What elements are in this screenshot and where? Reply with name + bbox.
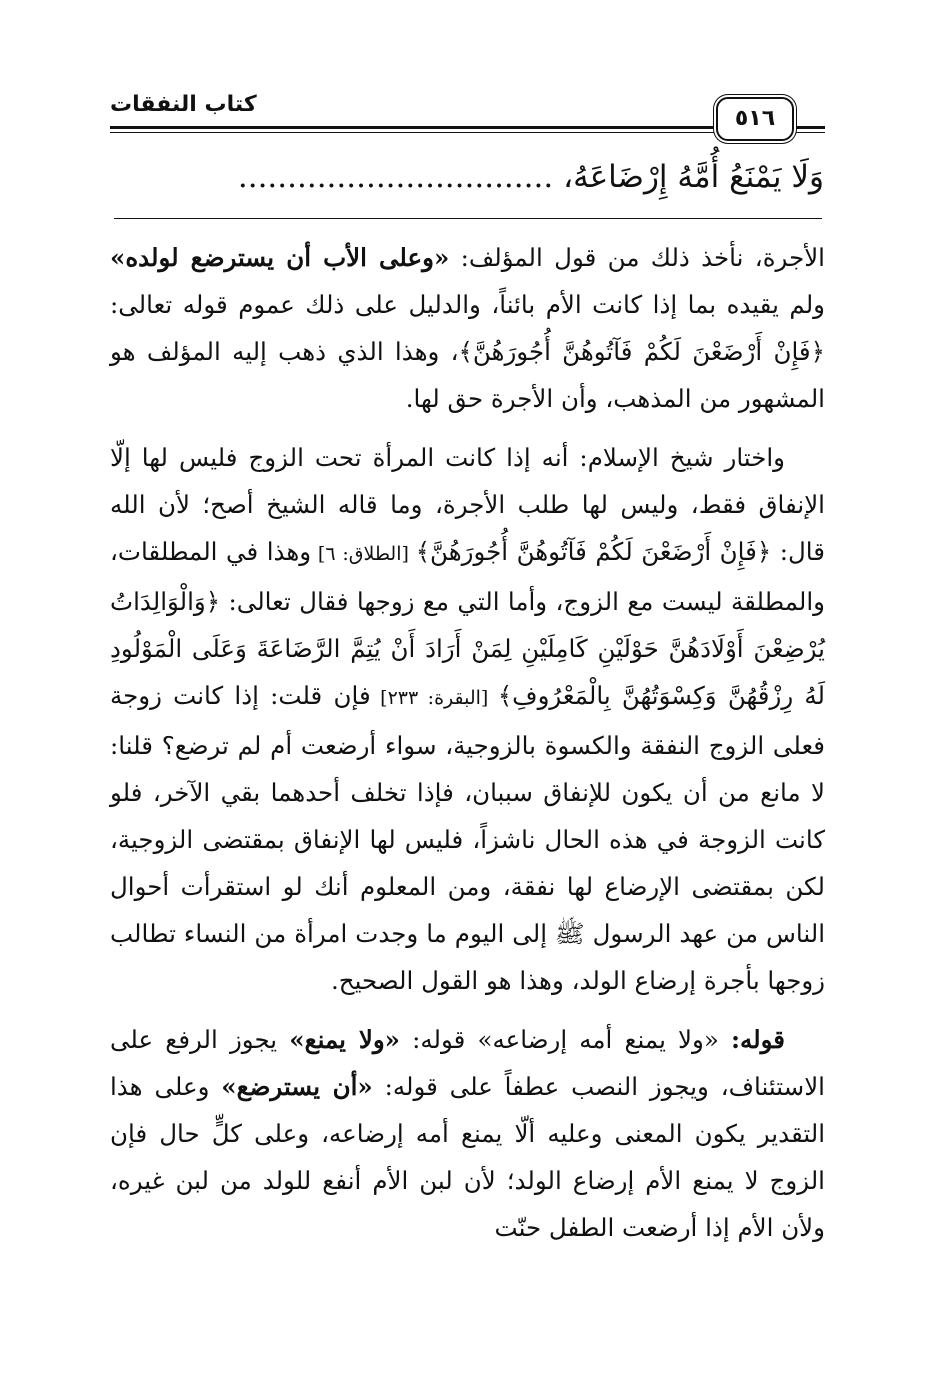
p3-quote-3: «أن يسترضع» xyxy=(221,1072,373,1101)
p3-text-3: وعلى هذا التقدير يكون المعنى وعليه ألّا يمنع أمه إرضاعه، وعلى كلٍّ حال فإن الزوج لا يمنع الأم إرضاع الولد؛ لأن لبن الأم أنفع للولد من لبن غيره، ولأن الأم إذا أرضعت الطفل حنّت xyxy=(110,1072,825,1242)
p1-ayah-1: ﴿فَإِنْ أَرْضَعْنَ لَكُمْ فَآتُوهُنَّ أُجُورَهُنَّ﴾ xyxy=(458,337,825,366)
paragraph-1 xyxy=(110,234,825,422)
running-header xyxy=(110,80,825,146)
p1-quote-1: «وعلى الأب أن يسترضع لولده» xyxy=(110,243,450,272)
p2-ref-2: [البقرة: ٢٣٣] xyxy=(370,687,498,709)
p2-text-2: وهذا في المطلقات، والمطلقة ليست مع الزوج، وأما التي مع زوجها فقال تعالى: xyxy=(110,537,825,616)
p3-text-1: قوله: xyxy=(399,1025,466,1054)
book-title: كتاب النفقات xyxy=(110,92,257,117)
matn-separator xyxy=(114,218,822,219)
page-number: ٥١٦ xyxy=(716,97,794,141)
p3-lead: قوله: xyxy=(731,1025,786,1054)
matn-line xyxy=(112,148,824,206)
p3-quote-2: «ولا يمنع» xyxy=(289,1025,400,1054)
p2-text-1: واختار شيخ الإسلام: أنه إذا كانت المرأة تحت الزوج فليس لها إلّا الإنفاق فقط، وليس لها طلب الأجرة، وما قاله الشيخ أصح؛ لأن الله قال: xyxy=(110,443,825,566)
p1-text-2: ولم يقيده بما إذا كانت الأم بائناً، والدليل على ذلك عموم قوله تعالى: xyxy=(110,290,825,319)
p2-ayah-2: ﴿وَالْوَالِدَاتُ يُرْضِعْنَ أَوْلَادَهُنَّ حَوْلَيْنِ كَامِلَيْنِ لِمَنْ أَرَادَ أَنْ يُتِمَّ الرَّضَاعَةَ وَعَلَى الْمَوْلُودِ لَهُ رِزْقُهُنَّ وَكِسْوَتُهُنَّ بِالْمَعْرُوفِ﴾ xyxy=(110,587,826,710)
header-rule xyxy=(110,126,718,133)
commentary-body xyxy=(110,234,825,1263)
p3-text-2: يجوز الرفع على الاستئناف، ويجوز النصب عطفاً على قوله: xyxy=(110,1025,825,1101)
matn-dots: ................................ xyxy=(237,159,554,195)
p3-quote-1: «ولا يمنع أمه إرضاعه» xyxy=(465,1025,731,1054)
p2-ref-1: [الطلاق: ٦] xyxy=(311,543,416,565)
paragraph-3 xyxy=(110,1016,825,1251)
matn-text: وَلَا يَمْنَعُ أُمَّهُ إِرْضَاعَهُ، xyxy=(563,159,824,195)
p1-text-3: ، وهذا الذي ذهب إليه المؤلف هو المشهور من المذهب، وأن الأجرة حق لها. xyxy=(110,337,825,413)
p2-ayah-1: ﴿فَإِنْ أَرْضَعْنَ لَكُمْ فَآتُوهُنَّ أُجُورَهُنَّ﴾ xyxy=(415,537,772,566)
p1-text-1: الأجرة، نأخذ ذلك من قول المؤلف: xyxy=(449,243,825,272)
p2-text-3: فإن قلت: إذا كانت زوجة فعلى الزوج النفقة والكسوة بالزوجية، سواء أرضعت أم لم ترضع؟ قلنا: لا مانع من أن يكون للإنفاق سببان، فإذا تخلف أحدهما بقي الآخر، فلو كانت الزوجة في هذه الحال ناشزاً، فليس لها الإنفاق بمقتضى الزوجية، لكن بمقتضى الإرضاع لها نفقة، ومن المعلوم أنك لو استقرأت أحوال الناس من عهد الرسول ﷺ إلى اليوم ما وجدت امرأة من النساء تطالب زوجها بأجرة إرضاع الولد، وهذا هو القول الصحيح. xyxy=(110,681,825,995)
paragraph-2 xyxy=(110,434,825,1004)
